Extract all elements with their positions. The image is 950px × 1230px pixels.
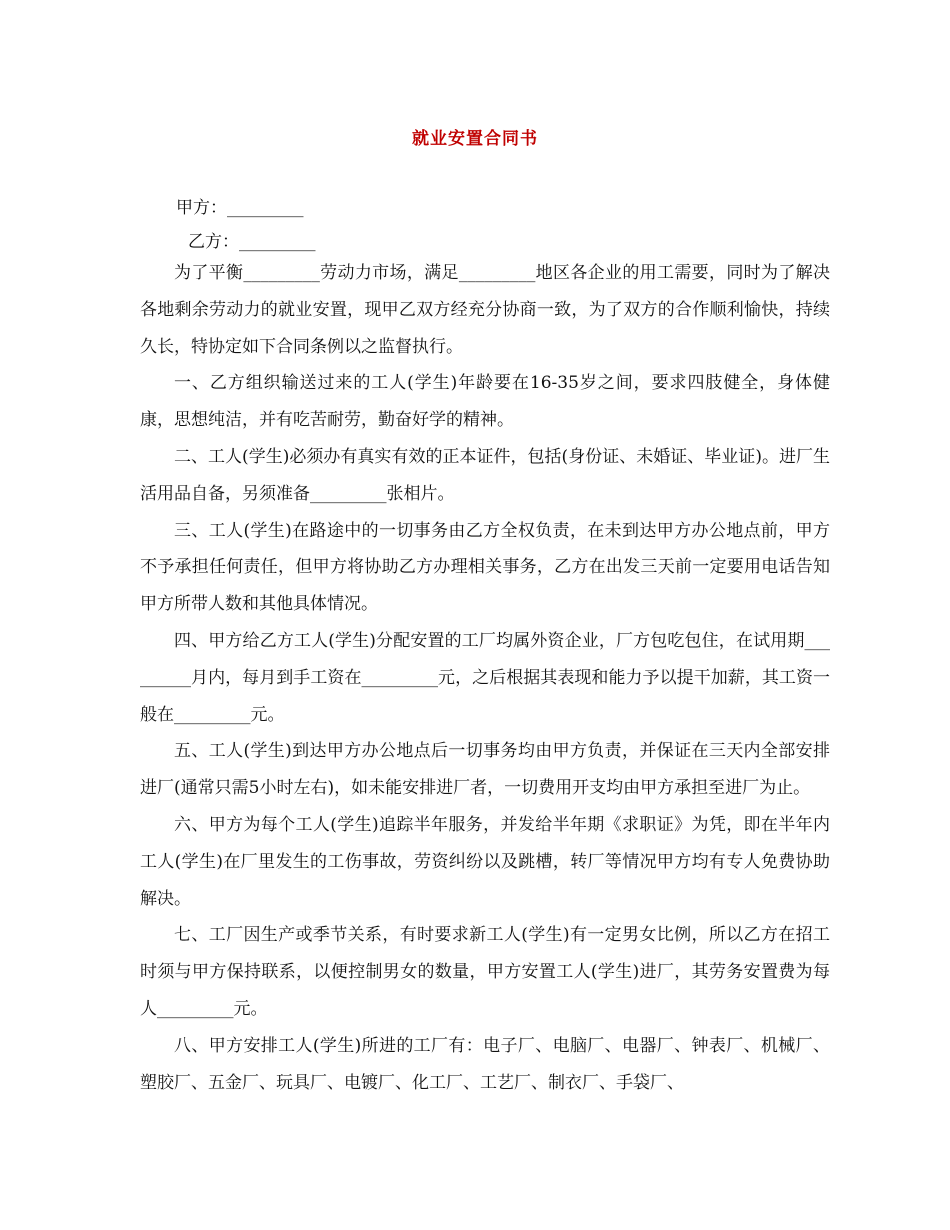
clause-2-paragraph: 二、工人(学生)必须办有真实有效的正本证件，包括(身份证、未婚证、毕业证)。进厂生活用品自备，另须准备_________张相片。 (140, 446, 830, 504)
clause-3-paragraph: 三、工人(学生)在路途中的一切事务由乙方全权负责，在未到达甲方办公地点前，甲方不予承担任何责任，但甲方将协助乙方办理相关事务，乙方在出发三天前一定要用电话告知甲方所带人数和其他具体情况。 (140, 520, 830, 615)
preamble-paragraph: 为了平衡_________劳动力市场，满足_________地区各企业的用工需要，同时为了解决各地剩余劳动力的就业安置，现甲乙双方经充分协商一致，为了双方的合作顺利愉快，持续久长，特协定如下合同条例以之监督执行。 (140, 263, 830, 357)
party-a-line: 甲方：_________ (176, 198, 304, 218)
document-title: 就业安置合同书 (412, 129, 538, 149)
clause-7-paragraph: 七、工厂因生产或季节关系，有时要求新工人(学生)有一定男女比例，所以乙方在招工时须与甲方保持联系，以便控制男女的数量，甲方安置工人(学生)进厂，其劳务安置费为每人_________元。 (140, 925, 830, 1019)
clause-6-paragraph: 六、甲方为每个工人(学生)追踪半年服务，并发给半年期《求职证》为凭，即在半年内工人(学生)在厂里发生的工伤事故，劳资纠纷以及跳槽，转厂等情况甲方均有专人免费协助解决。 (140, 814, 830, 909)
party-b-line: 乙方：_________ (188, 232, 316, 252)
contract-body (140, 255, 830, 1101)
clause-4-paragraph: 四、甲方给乙方工人(学生)分配安置的工厂均属外资企业，厂方包吃包住，在试用期_________月内，每月到手工资在_________元，之后根据其表现和能力予以提干加薪，其工资一般在_________元。 (140, 630, 830, 725)
clause-5-paragraph: 五、工人(学生)到达甲方办公地点后一切事务均由甲方负责，并保证在三天内全部安排进厂(通常只需5小时左右)，如未能安排进厂者，一切费用开支均由甲方承担至进厂为止。 (140, 741, 830, 799)
clause-1-paragraph: 一、乙方组织输送过来的工人(学生)年龄要在16-35岁之间，要求四肢健全，身体健康，思想纯洁，并有吃苦耐劳，勤奋好学的精神。 (140, 373, 830, 431)
clause-8-paragraph: 八、甲方安排工人(学生)所进的工厂有：电子厂、电脑厂、电器厂、钟表厂、机械厂、塑胶厂、五金厂、玩具厂、电镀厂、化工厂、工艺厂、制衣厂、手袋厂、 (140, 1035, 830, 1093)
